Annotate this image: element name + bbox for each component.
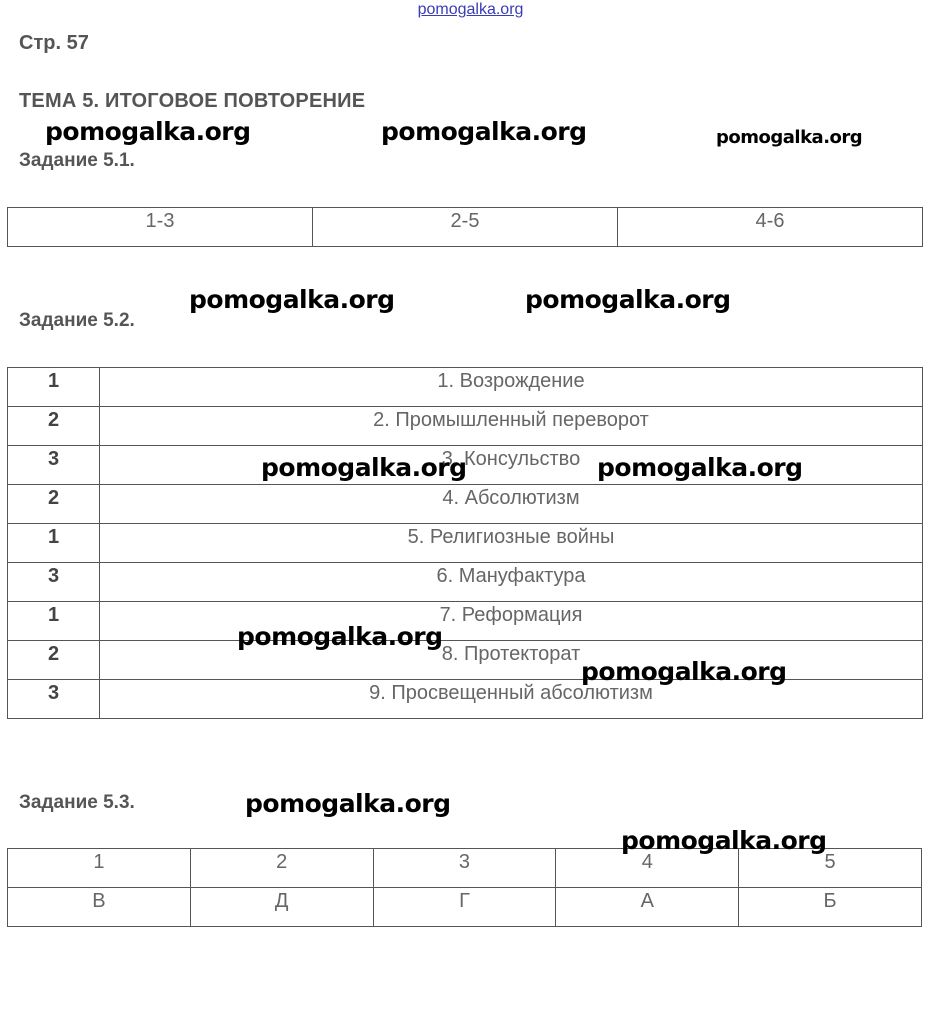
table-cell-text: 6. Мануфактура [100,563,923,602]
task-5-1-table [7,207,923,247]
table-cell-number: 1 [8,524,100,563]
table-cell: 4-6 [618,208,923,247]
table-row [8,888,922,927]
table-cell: В [8,888,191,927]
top-watermark-link[interactable]: pomogalka.org [417,1,524,18]
task-5-1-title: Задание 5.1. [19,150,135,171]
table-cell-text: 9. Просвещенный абсолютизм [100,680,923,719]
table-row [8,407,923,446]
table-row [8,524,923,563]
table-cell-text: 8. Протекторат [100,641,923,680]
table-cell-text: 4. Абсолютизм [100,485,923,524]
table-cell: 1-3 [8,208,313,247]
page-number: Стр. 57 [19,32,89,54]
watermark: pomogalka.org [597,453,803,482]
table-cell: 2-5 [313,208,618,247]
table-cell-number: 2 [8,485,100,524]
table-row [8,485,923,524]
table-cell-number: 2 [8,407,100,446]
table-cell: 5 [739,849,922,888]
task-5-3-table [7,848,922,927]
table-row [8,368,923,407]
table-cell-number: 3 [8,563,100,602]
task-5-3-title: Задание 5.3. [19,792,135,813]
table-row [8,563,923,602]
table-cell: Г [373,888,556,927]
watermark: pomogalka.org [621,826,827,855]
topic-heading: ТЕМА 5. ИТОГОВОЕ ПОВТОРЕНИЕ [19,90,366,112]
table-cell-number: 1 [8,602,100,641]
watermark: pomogalka.org [716,127,863,148]
watermark: pomogalka.org [237,622,443,651]
table-cell: Д [190,888,373,927]
watermark: pomogalka.org [261,453,467,482]
table-cell: 3 [373,849,556,888]
watermark: pomogalka.org [525,285,731,314]
watermark: pomogalka.org [581,657,787,686]
table-row [8,602,923,641]
table-cell-text: 7. Реформация [100,602,923,641]
table-cell-number: 2 [8,641,100,680]
table-cell: Б [739,888,922,927]
table-cell: 4 [556,849,739,888]
table-cell-text: 3. Консульство [100,446,923,485]
watermark: pomogalka.org [189,285,395,314]
table-cell-text: 5. Религиозные войны [100,524,923,563]
table-cell: 1 [8,849,191,888]
table-cell-text: 1. Возрождение [100,368,923,407]
watermark: pomogalka.org [245,789,451,818]
table-cell-text: 2. Промышленный переворот [100,407,923,446]
table-row [8,208,923,247]
watermark: pomogalka.org [45,117,251,146]
table-cell-number: 3 [8,446,100,485]
table-cell: А [556,888,739,927]
table-cell: 2 [190,849,373,888]
table-cell-number: 3 [8,680,100,719]
task-5-2-title: Задание 5.2. [19,310,135,331]
table-cell-number: 1 [8,368,100,407]
watermark: pomogalka.org [381,117,587,146]
